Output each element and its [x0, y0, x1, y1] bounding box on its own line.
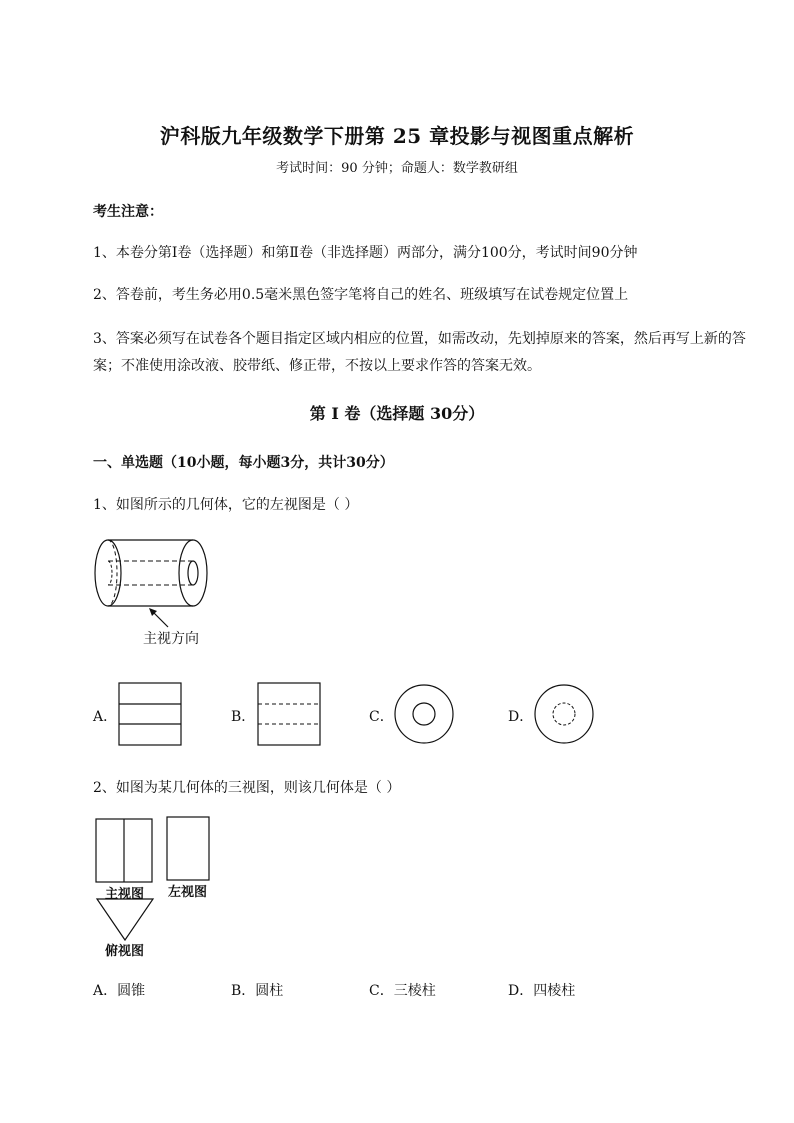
q2-option-b[interactable] — [231, 980, 283, 1000]
q2-option-b-text: 圆柱 — [255, 983, 284, 999]
question-1-stem: 1、如图所示的几何体，它的左视图是（ ） — [93, 497, 359, 513]
q1-option-d-figure[interactable] — [533, 683, 595, 745]
q2-option-a-text: 圆锥 — [117, 983, 146, 999]
front-view-label: 主视图 — [105, 887, 145, 902]
q1-option-d-letter[interactable]: D． — [508, 709, 534, 725]
q2-option-c-text: 三棱柱 — [393, 983, 436, 999]
exam-info: 考试时间：90 分钟；命题人：数学教研组 — [276, 161, 518, 176]
notice-item-1: 1、本卷分第I卷（选择题）和第Ⅱ卷（非选择题）两部分，满分100分，考试时间90分钟 — [93, 245, 638, 261]
side-view-label: 左视图 — [168, 885, 208, 900]
q1-option-a-letter[interactable]: A． — [93, 709, 118, 725]
q2-option-a-letter: A． — [93, 983, 118, 999]
top-view-label: 俯视图 — [105, 944, 145, 959]
notice-heading: 考生注意： — [93, 204, 163, 220]
section-title: 第 I 卷（选择题 30分） — [309, 404, 485, 423]
q2-option-a[interactable] — [93, 980, 145, 1000]
q2-option-c-letter: C． — [369, 983, 394, 999]
notice-item-2: 2、答卷前，考生务必用0.5毫米黑色签字笔将自己的姓名、班级填写在试卷规定位置上 — [93, 287, 629, 303]
q1-option-a-figure[interactable] — [118, 682, 182, 746]
q2-option-d[interactable] — [508, 980, 575, 1000]
notice-item-3: 3、答案必须写在试卷各个题目指定区域内相应的位置，如需改动，先划掉原来的答案，然后再写上新的答案；不准使用涂改液、胶带纸、修正带，不按以上要求作答的答案无效。 — [93, 331, 746, 374]
part-heading: 一、单选题（10小题，每小题3分，共计30分） — [93, 455, 394, 471]
question-2-front-view — [95, 818, 155, 884]
q1-option-c-letter[interactable]: C． — [369, 709, 394, 725]
page-title: 沪科版九年级数学下册第 25 章投影与视图重点解析 — [159, 124, 635, 148]
question-2-stem: 2、如图为某几何体的三视图，则该几何体是（ ） — [93, 780, 401, 796]
q1-option-b-figure[interactable] — [257, 682, 321, 746]
question-2-top-view — [96, 898, 156, 942]
view-direction-caption: 主视方向 — [143, 631, 199, 647]
q2-option-d-letter: D． — [508, 983, 534, 999]
question-2-side-view — [166, 816, 212, 882]
q1-option-c-figure[interactable] — [393, 683, 455, 745]
q2-option-b-letter: B． — [231, 983, 256, 999]
q2-option-d-text: 四棱柱 — [533, 983, 576, 999]
q2-option-c[interactable] — [369, 980, 436, 1000]
q1-option-b-letter[interactable]: B． — [231, 709, 256, 725]
